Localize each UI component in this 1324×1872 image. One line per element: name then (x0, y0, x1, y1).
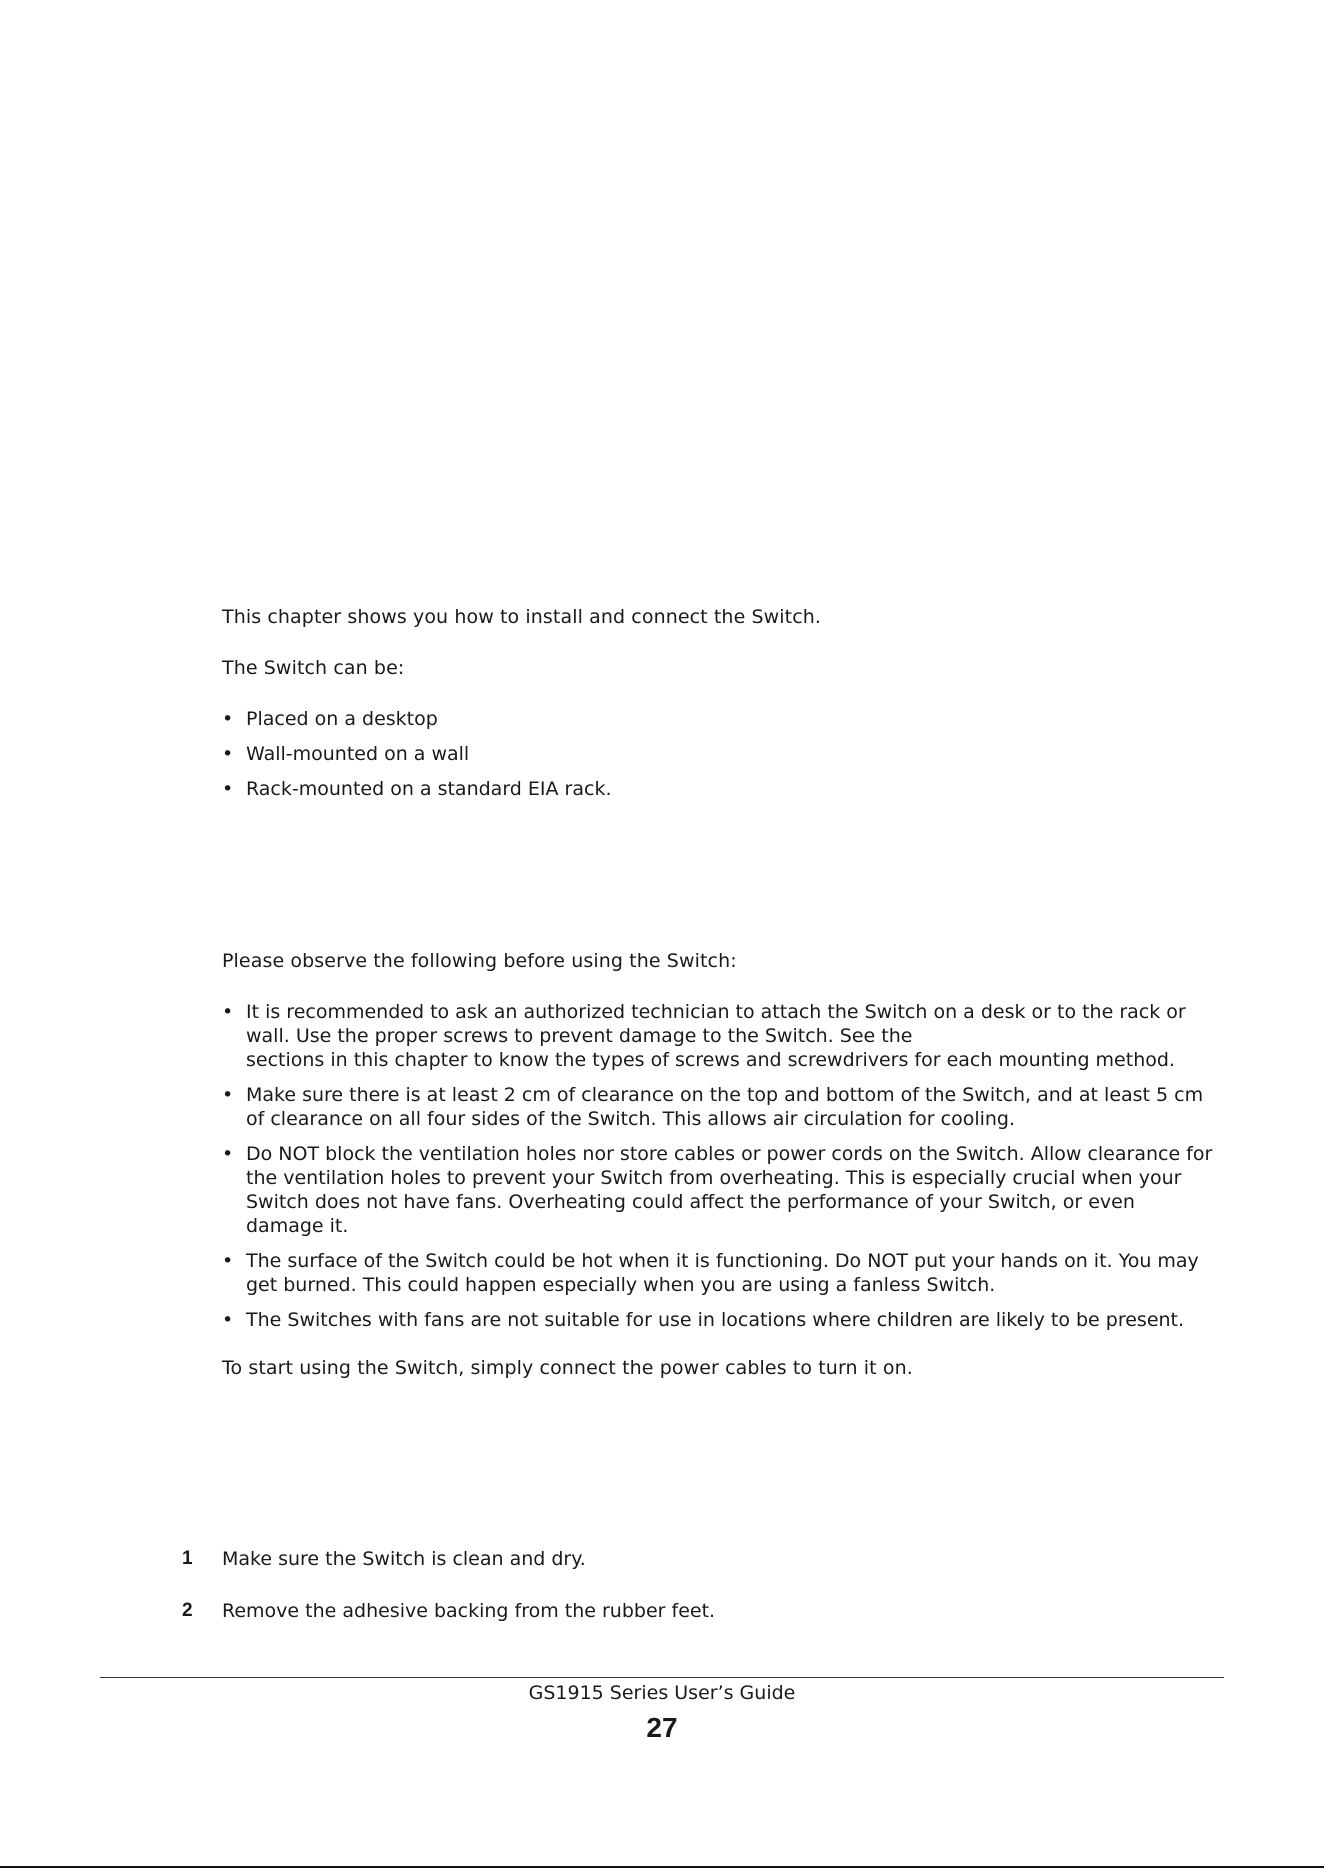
step-number: 2 (182, 1600, 193, 1621)
list-line: get burned. This could happen especially when you are using a fanless Switch. (246, 1274, 996, 1296)
scan-edge-line (0, 1866, 1324, 1868)
safety-list (222, 1000, 1232, 1332)
list-item: • Placed on a desktop (222, 707, 1232, 731)
list-item (222, 1308, 1232, 1332)
list-line: • It is recommended to ask an authorized technician to attach the Switch on a desk or to the rack or (246, 1001, 1186, 1023)
list-line: sections in this chapter to know the types of screws and screwdrivers for each mounting method. (246, 1049, 1175, 1071)
list-line: • The surface of the Switch could be hot when it is functioning. Do NOT put your hands on it. You may (246, 1250, 1199, 1272)
list-line: • Do NOT block the ventilation holes nor store cables or power cords on the Switch. Allow clearance for (246, 1143, 1213, 1165)
page-number: 27 (646, 1712, 678, 1743)
list-item (222, 1249, 1232, 1297)
list-line: damage it. (246, 1215, 349, 1237)
footer-divider (100, 1677, 1224, 1678)
list-item: • Wall-mounted on a wall (222, 742, 1232, 766)
step-text: Make sure the Switch is clean and dry. (222, 1548, 586, 1570)
list-item (222, 1083, 1232, 1131)
list-item (222, 1142, 1232, 1238)
closing-paragraph: To start using the Switch, simply connect the power cables to turn it on. (222, 1357, 913, 1379)
safety-lead: Please observe the following before using the Switch: (222, 950, 737, 972)
list-item: • Rack-mounted on a standard EIA rack. (222, 777, 1232, 801)
intro-lead: The Switch can be: (222, 657, 405, 679)
footer-title: GS1915 Series User’s Guide (528, 1682, 796, 1704)
list-line: wall. Use the proper screws to prevent damage to the Switch. See the (246, 1025, 913, 1047)
step-text: Remove the adhesive backing from the rubber feet. (222, 1600, 716, 1622)
list-line: • Make sure there is at least 2 cm of clearance on the top and bottom of the Switch, and at least 5 cm (246, 1084, 1204, 1106)
list-item (222, 1000, 1232, 1072)
intro-paragraph: This chapter shows you how to install and connect the Switch. (222, 606, 822, 628)
placement-list (222, 707, 1232, 801)
list-line: • The Switches with fans are not suitable for use in locations where children are likely to be present. (246, 1309, 1185, 1331)
list-line: Switch does not have fans. Overheating could affect the performance of your Switch, or even (246, 1191, 1135, 1213)
list-line: of clearance on all four sides of the Switch. This allows air circulation for cooling. (246, 1108, 1016, 1130)
list-line: the ventilation holes to prevent your Switch from overheating. This is especially crucial when your (246, 1167, 1182, 1189)
step-number: 1 (182, 1548, 193, 1569)
